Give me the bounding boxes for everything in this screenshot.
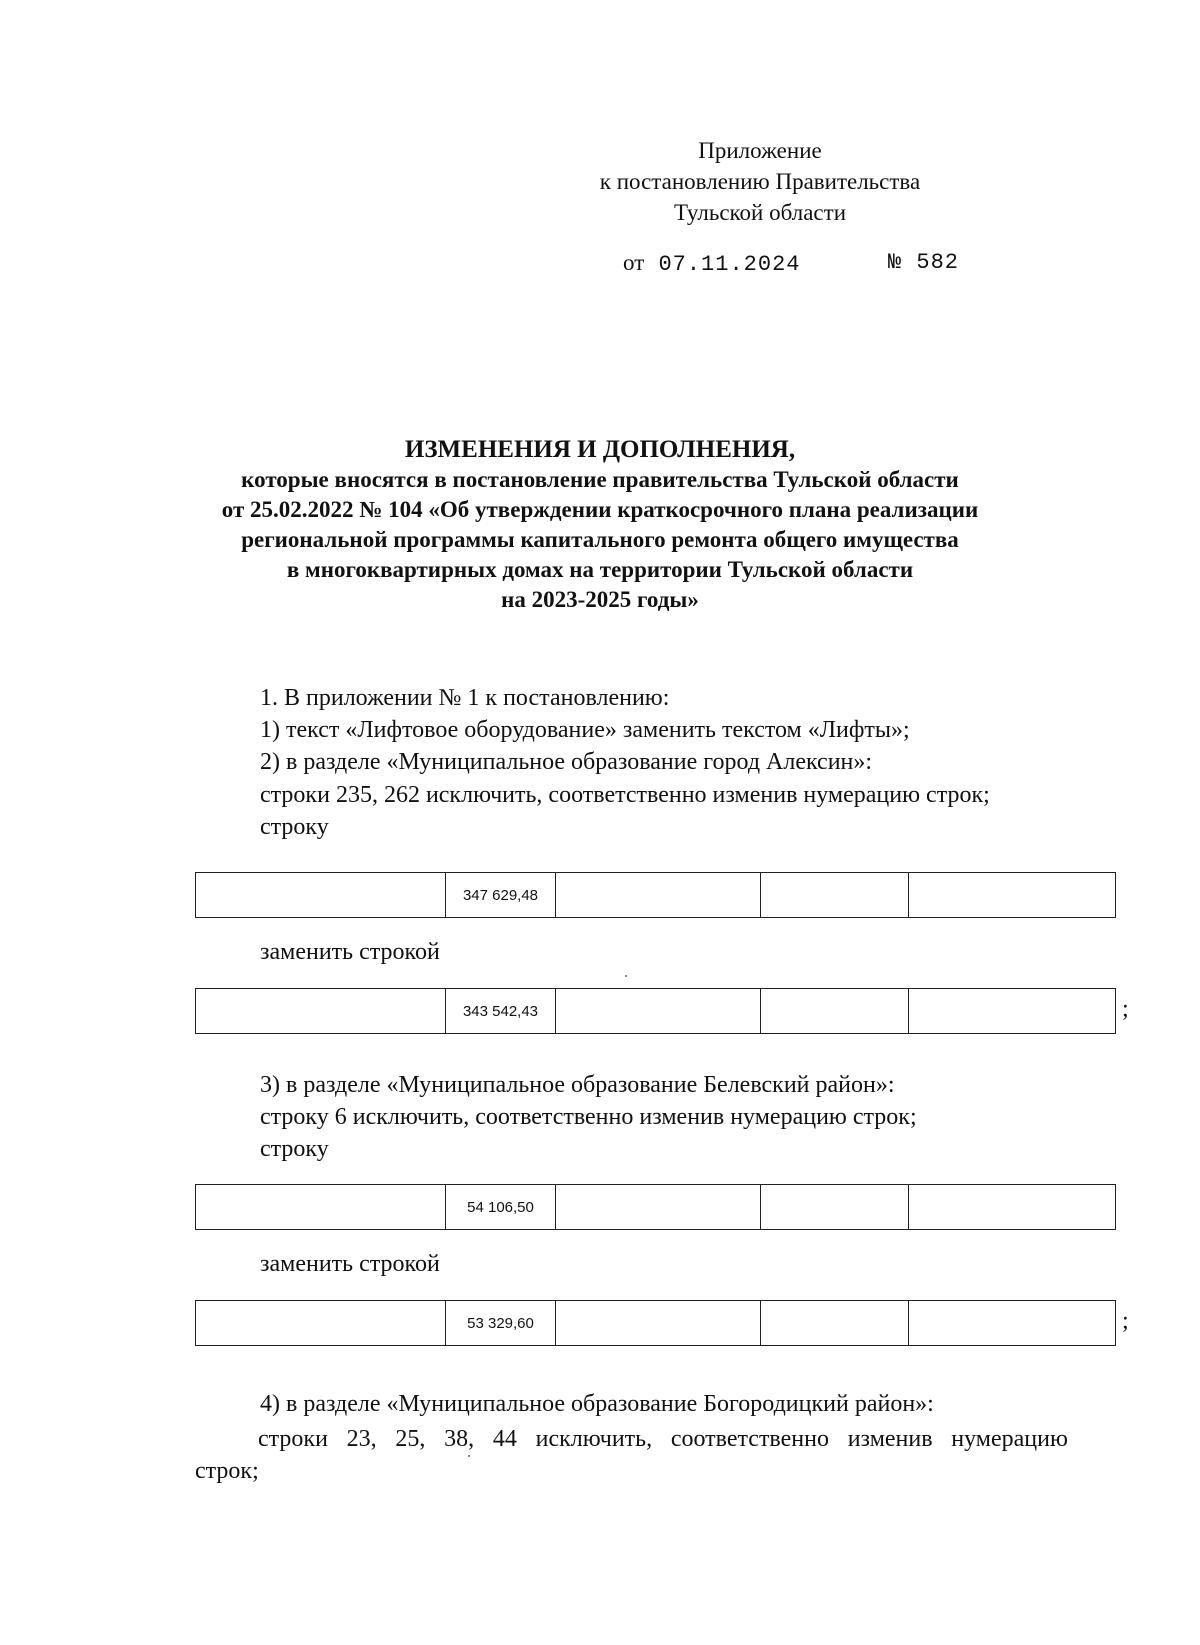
paragraph-8: строку 6 исключить, соответственно изменив нумерацию строк; xyxy=(260,1104,917,1130)
title-heading: ИЗМЕНЕНИЯ И ДОПОЛНЕНИЯ, xyxy=(404,436,796,463)
title-line-4: в многоквартирных домах на территории Тульской области xyxy=(286,557,914,582)
table-cell xyxy=(196,989,446,1034)
table-row-old-2 xyxy=(195,1184,1116,1230)
date-value: 07.11.2024 xyxy=(658,252,801,277)
table-cell xyxy=(909,873,1116,918)
annex-block xyxy=(560,135,960,228)
word: соответственно xyxy=(670,1426,829,1452)
doc-number: № 582 xyxy=(888,250,960,275)
title-line-5: на 2023-2025 годы» xyxy=(501,587,699,612)
table-cell xyxy=(196,873,446,918)
table-cell xyxy=(196,1185,446,1230)
paragraph-11: 4) в разделе «Муниципальное образование Богородицкий район»: xyxy=(260,1391,934,1417)
table-cell xyxy=(556,989,761,1034)
paragraph-1: 1. В приложении № 1 к постановлению: xyxy=(260,685,670,711)
paragraph-7: 3) в разделе «Муниципальное образование Белевский район»: xyxy=(260,1072,895,1098)
table-cell-value: 53 329,60 xyxy=(446,1301,556,1346)
table-cell xyxy=(556,1185,761,1230)
word: строки xyxy=(258,1426,328,1452)
paragraph-2: 1) текст «Лифтовое оборудование» заменить текстом «Лифты»; xyxy=(260,717,910,743)
semicolon-2: ; xyxy=(1122,1308,1129,1334)
table-cell xyxy=(909,989,1116,1034)
table-cell xyxy=(556,1301,761,1346)
word: 25, xyxy=(395,1426,426,1452)
table-row-new-1 xyxy=(195,988,1116,1034)
scan-speck xyxy=(468,1455,470,1457)
doc-date xyxy=(623,250,800,277)
table-cell xyxy=(909,1185,1116,1230)
word: нумерацию xyxy=(951,1426,1068,1452)
title-line-2: от 25.02.2022 № 104 «Об утверждении краткосрочного плана реализации xyxy=(221,497,979,522)
paragraph-5: строку xyxy=(260,814,329,840)
annex-line-2: к постановлению Правительства xyxy=(599,169,921,194)
word: исключить, xyxy=(535,1426,653,1452)
paragraph-6: заменить строкой xyxy=(260,939,440,965)
word: 44 xyxy=(492,1426,517,1452)
word: 38, xyxy=(444,1426,475,1452)
date-prefix: от xyxy=(623,250,645,275)
paragraph-9: строку xyxy=(260,1136,329,1162)
title-line-3: региональной программы капитального ремонта общего имущества xyxy=(241,527,959,552)
table-cell-value: 54 106,50 xyxy=(446,1185,556,1230)
document-title xyxy=(150,435,1050,615)
table-cell xyxy=(761,1301,909,1346)
table-cell xyxy=(761,989,909,1034)
paragraph-3: 2) в разделе «Муниципальное образование город Алексин»: xyxy=(260,749,873,775)
word: 23, xyxy=(346,1426,377,1452)
table-cell xyxy=(909,1301,1116,1346)
annex-line-3: Тульской области xyxy=(673,200,847,225)
table-row-old-1 xyxy=(195,872,1116,918)
table-cell-value: 347 629,48 xyxy=(446,873,556,918)
word: изменив xyxy=(847,1426,933,1452)
table-row-new-2 xyxy=(195,1300,1116,1346)
semicolon-1: ; xyxy=(1122,996,1129,1022)
paragraph-12 xyxy=(258,1424,1068,1454)
table-cell xyxy=(556,873,761,918)
paragraph-10: заменить строкой xyxy=(260,1251,440,1277)
title-line-1: которые вносятся в постановление правительства Тульской области xyxy=(241,467,959,492)
paragraph-4: строки 235, 262 исключить, соответственно изменив нумерацию строк; xyxy=(260,782,990,808)
scan-speck xyxy=(625,975,627,977)
paragraph-13: строк; xyxy=(195,1458,259,1484)
table-cell xyxy=(761,1185,909,1230)
table-cell xyxy=(761,873,909,918)
annex-line-1: Приложение xyxy=(698,138,822,163)
table-cell-value: 343 542,43 xyxy=(446,989,556,1034)
table-cell xyxy=(196,1301,446,1346)
